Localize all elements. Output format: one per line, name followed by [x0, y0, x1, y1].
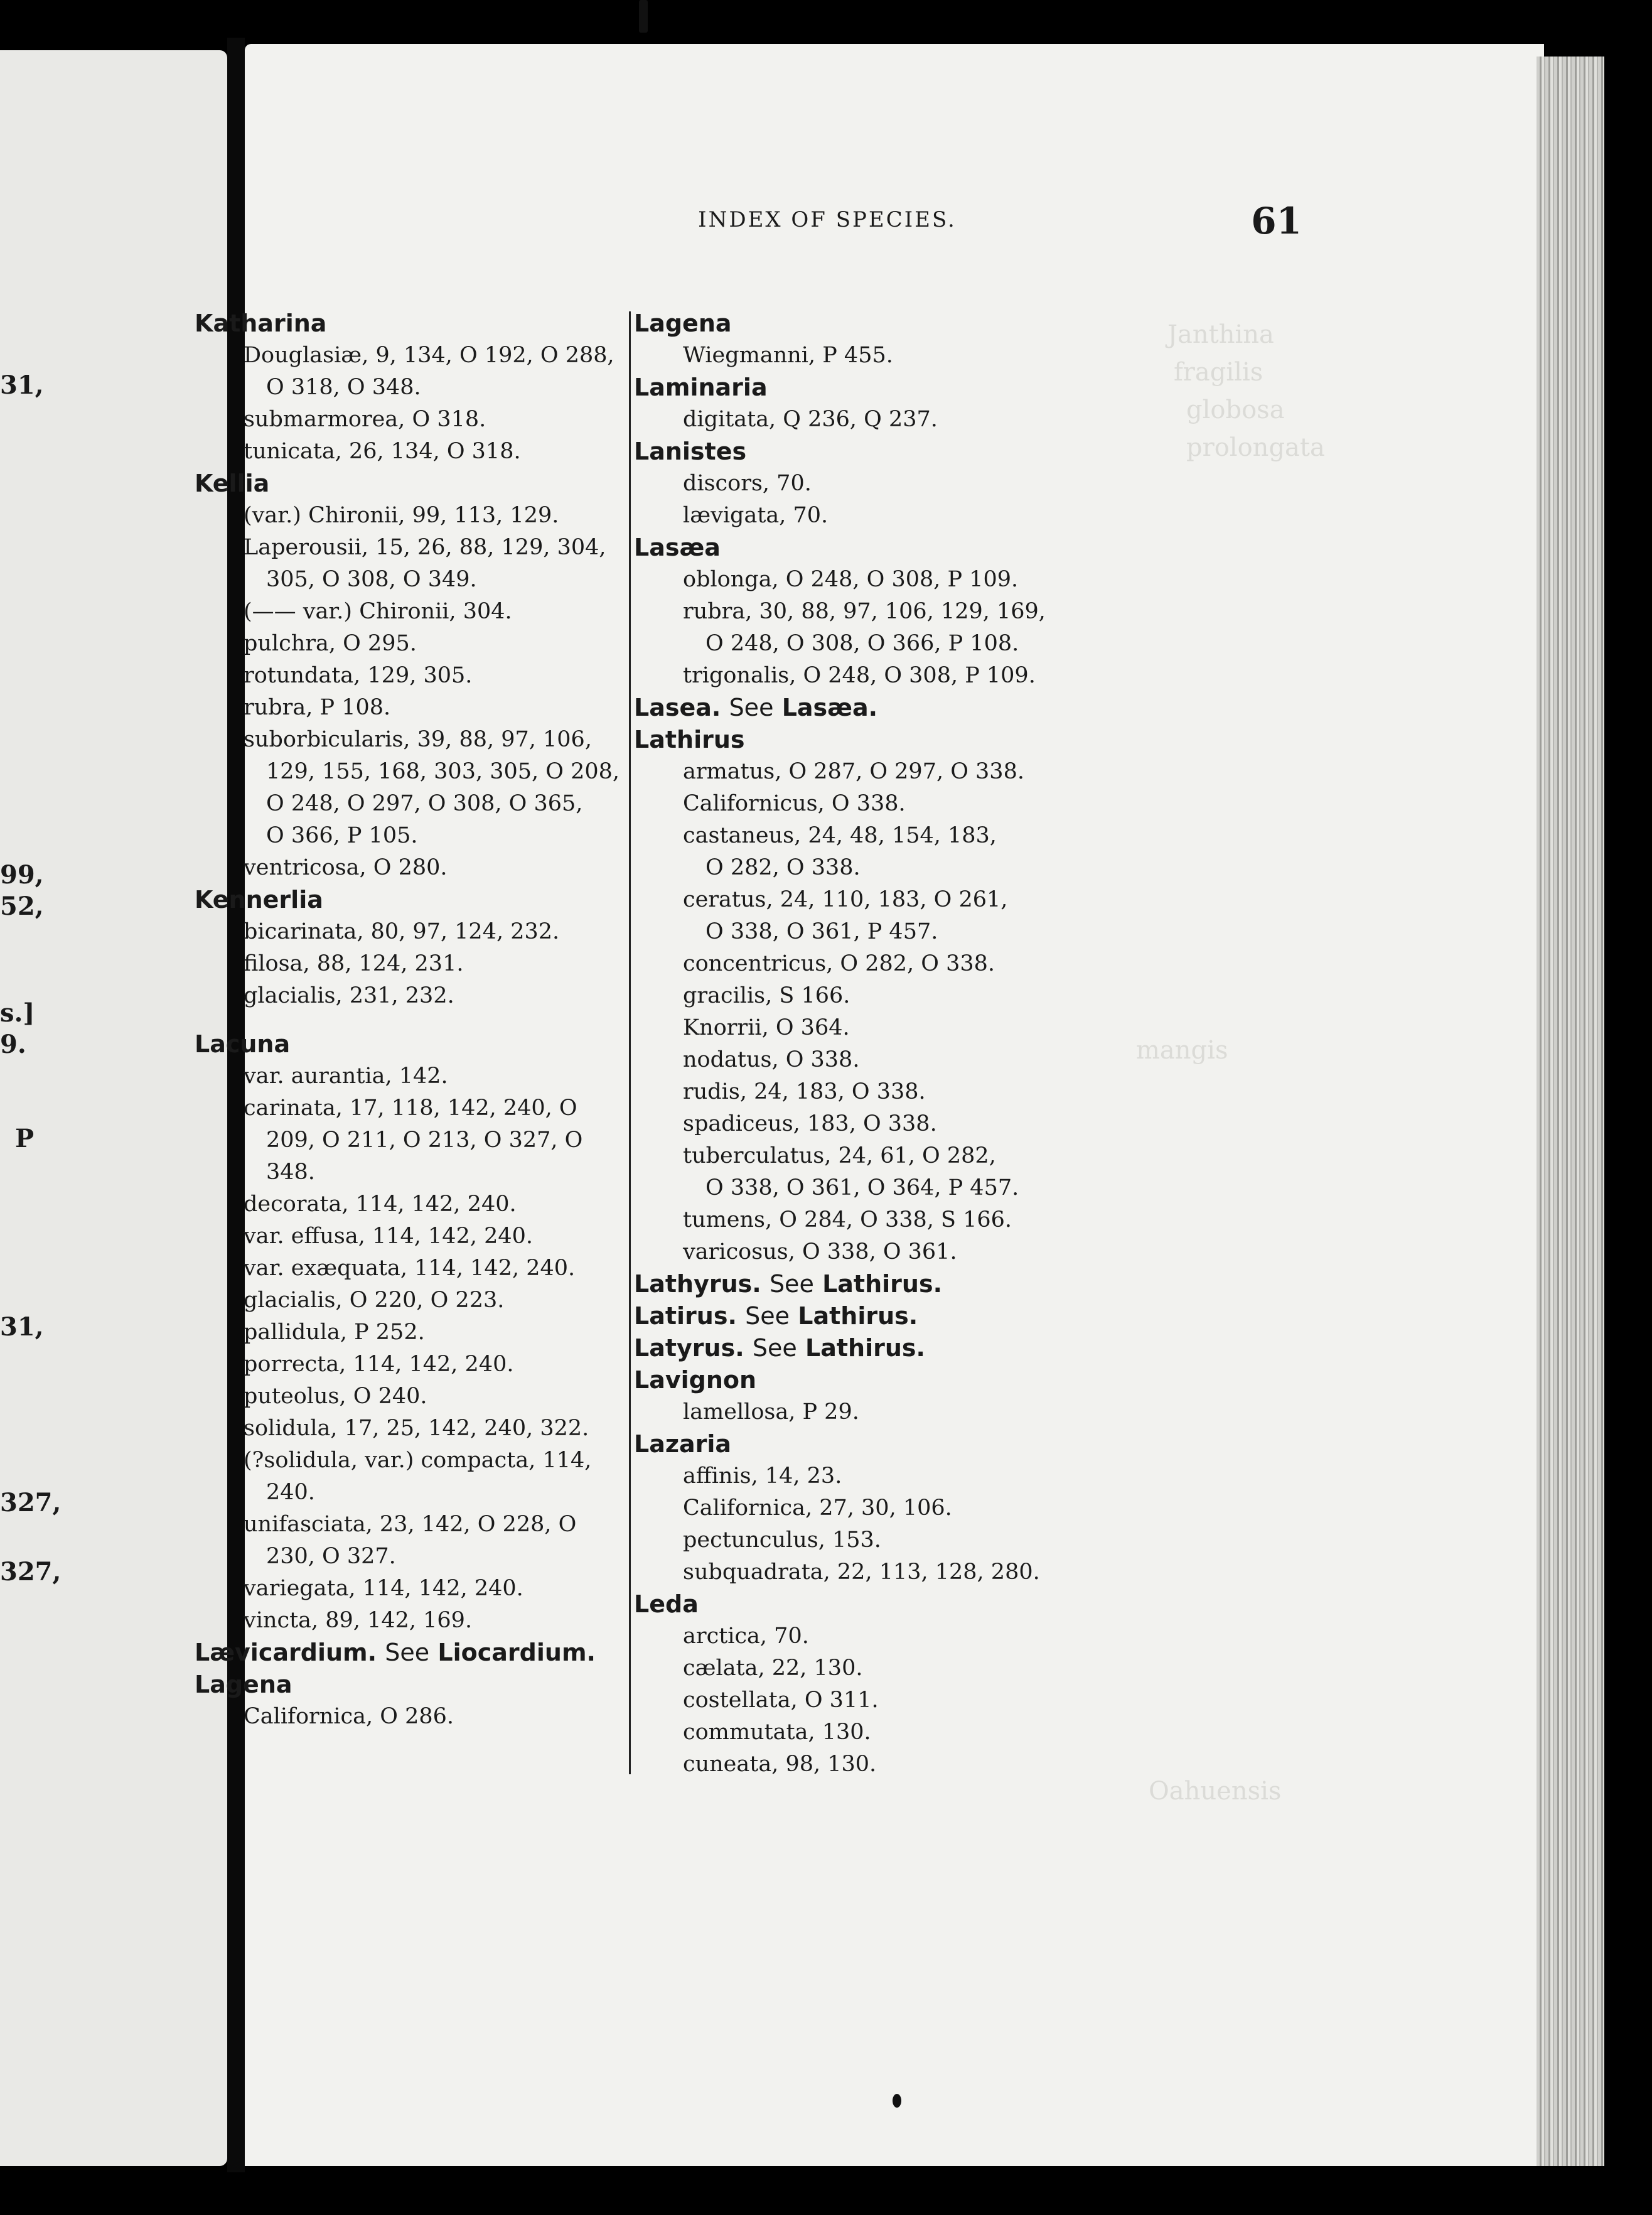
species-entry: var. effusa, 114, 142, 240.	[244, 1224, 534, 1249]
cross-reference-target: Liocardium.	[437, 1639, 596, 1666]
genus-heading: Lathirus	[634, 726, 745, 753]
species-entry: castaneus, 24, 48, 154, 183,	[683, 823, 997, 848]
species-entry: unifasciata, 23, 142, O 228, O	[244, 1512, 577, 1537]
previous-page-fragment: 327,	[0, 1488, 62, 1517]
species-entry: bicarinata, 80, 97, 124, 232.	[244, 919, 560, 944]
ink-speck	[639, 0, 648, 33]
species-entry: tunicata, 26, 134, O 318.	[244, 439, 521, 464]
species-entry: rotundata, 129, 305.	[244, 663, 473, 688]
cross-reference	[634, 692, 1051, 724]
species-entry: pallidula, P 252.	[244, 1320, 425, 1345]
show-through-text: fragilis	[1174, 358, 1263, 387]
genus-heading: Lanistes	[634, 438, 747, 465]
species-entry: var. aurantia, 142.	[244, 1064, 448, 1089]
species-entry: spadiceus, 183, O 338.	[683, 1111, 937, 1136]
genus-heading: Lagena	[195, 1671, 292, 1698]
species-entry-continuation: 240.	[266, 1480, 315, 1505]
species-entry: concentricus, O 282, O 338.	[683, 951, 995, 976]
species-entry-continuation: O 282, O 338.	[705, 855, 861, 880]
cross-reference-target: Lathirus.	[822, 1270, 943, 1298]
species-entry: (var.) Chironii, 99, 113, 129.	[244, 503, 559, 528]
cross-reference-target: Lathirus.	[805, 1334, 925, 1362]
species-entry: Wiegmanni, P 455.	[683, 343, 893, 368]
show-through-text: Janthina	[1167, 320, 1274, 349]
species-entry: nodatus, O 338.	[683, 1047, 860, 1072]
species-entry-continuation: O 366, P 105.	[266, 823, 418, 848]
species-entry: costellata, O 311.	[683, 1688, 879, 1713]
genus-heading: Kennerlia	[195, 886, 323, 913]
index-column-left	[195, 308, 620, 1733]
previous-page-fragment: 31,	[0, 370, 44, 400]
species-entry: subquadrata, 22, 113, 128, 280.	[683, 1560, 1040, 1585]
column-divider	[629, 311, 631, 1774]
species-entry: carinata, 17, 118, 142, 240, O	[244, 1096, 577, 1121]
species-entry: puteolus, O 240.	[244, 1384, 427, 1409]
species-entry: Californica, 27, 30, 106.	[683, 1496, 952, 1521]
previous-page-fragment: 52,	[0, 892, 44, 921]
species-entry: suborbicularis, 39, 88, 97, 106,	[244, 727, 592, 752]
previous-page-fragment: 9.	[0, 1030, 26, 1059]
cross-reference	[634, 1332, 1051, 1364]
genus-heading: Lasæa	[634, 534, 721, 561]
page-stack-edge	[1537, 57, 1606, 2166]
cross-reference-target: Lasæa.	[781, 694, 878, 721]
species-entry: submarmorea, O 318.	[244, 407, 486, 432]
see-word: See	[752, 1334, 797, 1362]
species-entry-continuation: O 248, O 308, O 366, P 108.	[705, 631, 1019, 656]
species-entry: varicosus, O 338, O 361.	[683, 1239, 957, 1264]
genus-heading: Laminaria	[634, 374, 768, 401]
species-entry: decorata, 114, 142, 240.	[244, 1192, 517, 1217]
species-entry: rubra, P 108.	[244, 695, 391, 720]
species-entry-continuation: 305, O 308, O 349.	[266, 567, 477, 592]
previous-page-fragment: 31,	[0, 1312, 44, 1342]
index-column-right	[634, 308, 1051, 1781]
species-entry: Knorrii, O 364.	[683, 1015, 850, 1040]
species-entry: filosa, 88, 124, 231.	[244, 951, 464, 976]
ink-speck	[893, 2094, 901, 2108]
species-entry: affinis, 14, 23.	[683, 1463, 842, 1489]
species-entry: cuneata, 98, 130.	[683, 1752, 877, 1777]
running-title: INDEX OF SPECIES.	[698, 207, 957, 232]
species-entry: pectunculus, 153.	[683, 1528, 881, 1553]
genus-heading: Lavignon	[634, 1366, 757, 1394]
genus-heading: Katharina	[195, 310, 327, 337]
previous-page-fragment: s.]	[0, 998, 35, 1028]
show-through-text: globosa	[1186, 396, 1285, 424]
species-entry: glacialis, 231, 232.	[244, 983, 454, 1008]
page-shadow	[1604, 50, 1652, 2215]
species-entry: (—— var.) Chironii, 304.	[244, 599, 512, 624]
cross-reference-target: Lathirus.	[798, 1302, 918, 1330]
species-entry: tuberculatus, 24, 61, O 282,	[683, 1143, 996, 1168]
genus-heading: Lagena	[634, 310, 732, 337]
species-entry-continuation: 129, 155, 168, 303, 305, O 208,	[266, 759, 620, 784]
show-through-text: Oahuensis	[1149, 1777, 1282, 1806]
species-entry: ceratus, 24, 110, 183, O 261,	[683, 887, 1008, 912]
species-entry: variegata, 114, 142, 240.	[244, 1576, 523, 1601]
cross-reference	[195, 1637, 612, 1669]
species-entry-continuation: 209, O 211, O 213, O 327, O	[266, 1128, 583, 1153]
species-entry: discors, 70.	[683, 471, 812, 496]
see-word: See	[769, 1270, 814, 1298]
previous-page-fragment: 327,	[0, 1557, 62, 1587]
cross-reference-term: Latirus.	[634, 1302, 737, 1330]
previous-page-edge	[0, 50, 227, 2166]
previous-page-fragment: 99,	[0, 860, 44, 890]
genus-heading: Lazaria	[634, 1430, 732, 1458]
species-entry: pulchra, O 295.	[244, 631, 417, 656]
see-word: See	[729, 694, 774, 721]
species-entry: lævigata, 70.	[683, 503, 829, 528]
species-entry: rubra, 30, 88, 97, 106, 129, 169,	[683, 599, 1046, 624]
section-gap	[195, 1012, 612, 1028]
species-entry-continuation: O 318, O 348.	[266, 375, 421, 400]
species-entry: rudis, 24, 183, O 338.	[683, 1079, 926, 1104]
species-entry: ventricosa, O 280.	[244, 855, 448, 880]
species-entry: tumens, O 284, O 338, S 166.	[683, 1207, 1012, 1232]
species-entry: Californicus, O 338.	[683, 791, 906, 816]
species-entry: arctica, 70.	[683, 1624, 809, 1649]
species-entry-continuation: O 248, O 297, O 308, O 365,	[266, 791, 583, 816]
page-number: 61	[1251, 200, 1302, 242]
cross-reference	[634, 1300, 1051, 1332]
species-entry: cælata, 22, 130.	[683, 1656, 863, 1681]
species-entry: porrecta, 114, 142, 240.	[244, 1352, 514, 1377]
species-entry: glacialis, O 220, O 223.	[244, 1288, 505, 1313]
cross-reference-term: Lathyrus.	[634, 1270, 761, 1298]
species-entry: Laperousii, 15, 26, 88, 129, 304,	[244, 535, 606, 560]
species-entry: Californica, O 286.	[244, 1704, 454, 1729]
species-entry: lamellosa, P 29.	[683, 1399, 859, 1425]
genus-heading: Lacuna	[195, 1030, 291, 1058]
cross-reference	[634, 1268, 1051, 1300]
species-entry: oblonga, O 248, O 308, P 109.	[683, 567, 1019, 592]
cross-reference-term: Lævicardium.	[195, 1639, 377, 1666]
cross-reference-term: Latyrus.	[634, 1334, 744, 1362]
species-entry: var. exæquata, 114, 142, 240.	[244, 1256, 576, 1281]
species-entry: armatus, O 287, O 297, O 338.	[683, 759, 1024, 784]
species-entry-continuation: O 338, O 361, O 364, P 457.	[705, 1175, 1019, 1200]
species-entry: solidula, 17, 25, 142, 240, 322.	[244, 1416, 589, 1441]
species-entry-continuation: 348.	[266, 1160, 315, 1185]
genus-heading: Kellia	[195, 470, 270, 497]
show-through-text: mangis	[1136, 1036, 1228, 1065]
species-entry: (?solidula, var.) compacta, 114,	[244, 1448, 592, 1473]
previous-page-fragment: P	[15, 1124, 35, 1153]
species-entry: digitata, Q 236, Q 237.	[683, 407, 938, 432]
species-entry-continuation: 230, O 327.	[266, 1544, 396, 1569]
see-word: See	[385, 1639, 430, 1666]
species-entry: Douglasiæ, 9, 134, O 192, O 288,	[244, 343, 614, 368]
cross-reference-term: Lasea.	[634, 694, 721, 721]
species-entry: vincta, 89, 142, 169.	[244, 1608, 473, 1633]
see-word: See	[745, 1302, 790, 1330]
species-entry: gracilis, S 166.	[683, 983, 850, 1008]
species-entry: trigonalis, O 248, O 308, P 109.	[683, 663, 1036, 688]
species-entry: commutata, 130.	[683, 1720, 871, 1745]
page-header	[513, 200, 1302, 251]
show-through-text: prolongata	[1186, 433, 1325, 462]
species-entry-continuation: O 338, O 361, P 457.	[705, 919, 938, 944]
genus-heading: Leda	[634, 1590, 699, 1618]
